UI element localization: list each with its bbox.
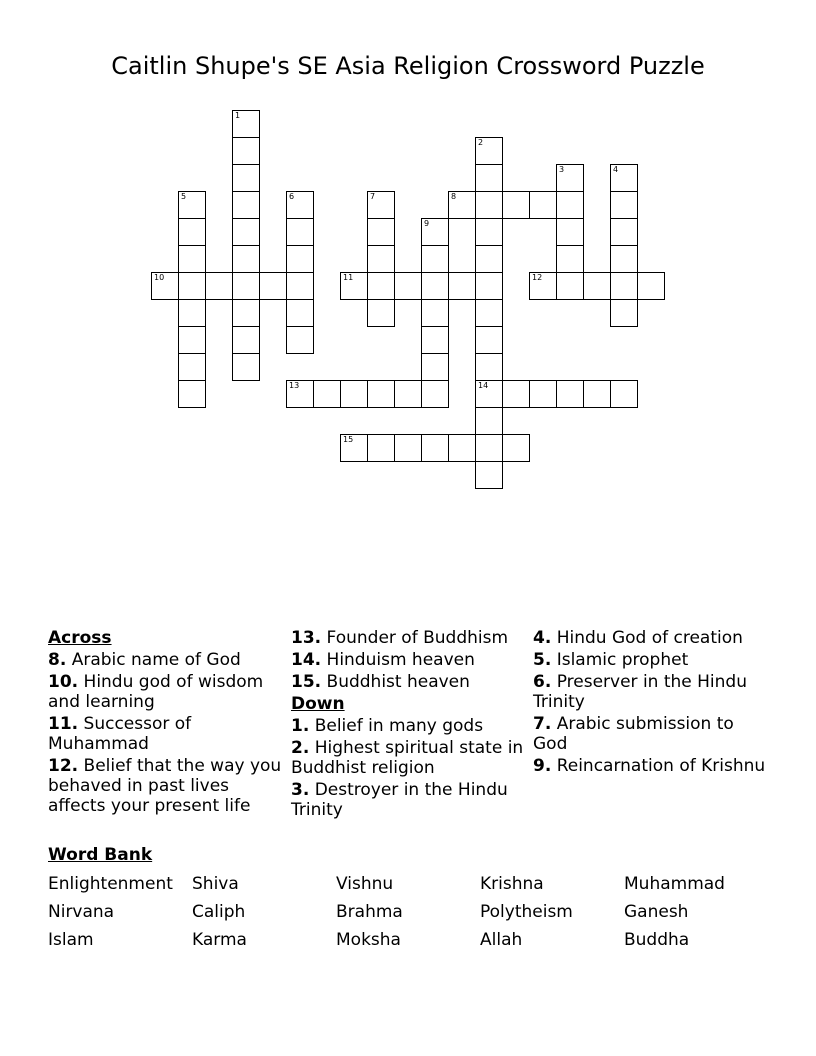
grid-cell[interactable]	[475, 191, 503, 219]
word-bank-item: Vishnu	[336, 874, 394, 894]
word-bank-item: Karma	[192, 930, 247, 950]
clue-down-4: 4. Hindu God of creation	[533, 628, 743, 648]
grid-cell[interactable]	[232, 110, 260, 138]
grid-cell[interactable]	[232, 299, 260, 327]
clue-number: 15	[343, 435, 354, 444]
word-bank-item: Polytheism	[480, 902, 573, 922]
down-heading: Down	[291, 694, 345, 714]
grid-cell[interactable]	[475, 326, 503, 354]
grid-cell[interactable]	[205, 272, 233, 300]
grid-cell[interactable]	[475, 245, 503, 273]
grid-cell[interactable]	[232, 191, 260, 219]
grid-cell[interactable]	[286, 380, 314, 408]
grid-cell[interactable]	[610, 245, 638, 273]
grid-cell[interactable]	[610, 164, 638, 192]
grid-cell[interactable]	[475, 299, 503, 327]
word-bank	[48, 874, 768, 950]
clue-down-7: 7. Arabic submission to God	[533, 714, 734, 754]
word-bank-item: Nirvana	[48, 902, 115, 922]
grid-cell[interactable]	[475, 461, 503, 489]
word-bank-item: Ganesh	[624, 902, 689, 922]
grid-cell[interactable]	[421, 272, 449, 300]
grid-cell[interactable]	[178, 245, 206, 273]
clue-across-15: 15. Buddhist heaven	[291, 672, 470, 692]
grid-cell[interactable]	[583, 272, 611, 300]
clues-column-1	[48, 628, 284, 818]
clue-number: 12	[532, 273, 543, 282]
grid-cell[interactable]	[178, 353, 206, 381]
clue-number: 6	[289, 192, 295, 201]
grid-cell[interactable]	[232, 353, 260, 381]
clue-down-1: 1. Belief in many gods	[291, 716, 484, 736]
clue-down-2: 2. Highest spiritual state in Buddhist religion	[291, 738, 524, 778]
clue-number: 8	[451, 192, 457, 201]
grid-cell[interactable]	[421, 380, 449, 408]
word-bank-item: Shiva	[192, 874, 239, 894]
clue-down-5: 5. Islamic prophet	[533, 650, 689, 670]
grid-cell[interactable]	[475, 434, 503, 462]
grid-cell[interactable]	[448, 191, 476, 219]
clue-across-11: 11. Successor of Muhammad	[48, 714, 192, 754]
grid-cell[interactable]	[610, 272, 638, 300]
grid-cell[interactable]	[421, 353, 449, 381]
grid-cell[interactable]	[367, 218, 395, 246]
grid-cell[interactable]	[367, 245, 395, 273]
grid-cell[interactable]	[232, 326, 260, 354]
clue-number: 9	[424, 219, 430, 228]
grid-cell[interactable]	[421, 326, 449, 354]
grid-cell[interactable]	[556, 380, 584, 408]
grid-cell[interactable]	[178, 218, 206, 246]
grid-cell[interactable]	[421, 245, 449, 273]
grid-cell[interactable]	[178, 272, 206, 300]
grid-cell[interactable]	[610, 380, 638, 408]
grid-cell[interactable]	[178, 191, 206, 219]
grid-cell[interactable]	[286, 299, 314, 327]
grid-cell[interactable]	[475, 272, 503, 300]
clue-down-9: 9. Reincarnation of Krishnu	[533, 756, 766, 776]
grid-cell[interactable]	[367, 299, 395, 327]
grid-cell[interactable]	[556, 218, 584, 246]
grid-cell[interactable]	[610, 218, 638, 246]
clue-number: 13	[289, 381, 300, 390]
grid-cell[interactable]	[178, 380, 206, 408]
grid-cell[interactable]	[286, 326, 314, 354]
grid-cell[interactable]	[421, 299, 449, 327]
word-bank-item: Islam	[48, 930, 94, 950]
clue-number: 2	[478, 138, 484, 147]
grid-cell[interactable]	[232, 272, 260, 300]
grid-cell[interactable]	[556, 272, 584, 300]
grid-cell[interactable]	[367, 380, 395, 408]
grid-cell[interactable]	[367, 434, 395, 462]
grid-cell[interactable]	[340, 272, 368, 300]
grid-cell[interactable]	[556, 164, 584, 192]
grid-cell[interactable]	[286, 272, 314, 300]
clue-number: 11	[343, 273, 354, 282]
word-bank-item: Caliph	[192, 902, 246, 922]
grid-cell[interactable]	[502, 380, 530, 408]
clue-across-8: 8. Arabic name of God	[48, 650, 241, 670]
grid-cell[interactable]	[502, 191, 530, 219]
clues-column-2	[291, 628, 527, 822]
page-title: Caitlin Shupe's SE Asia Religion Crossword Puzzle	[111, 52, 705, 80]
grid-cell[interactable]	[556, 191, 584, 219]
grid-cell[interactable]	[232, 137, 260, 165]
grid-cell[interactable]	[475, 380, 503, 408]
grid-cell[interactable]	[232, 245, 260, 273]
word-bank-item: Moksha	[336, 930, 401, 950]
grid-cell[interactable]	[286, 191, 314, 219]
grid-cell[interactable]	[529, 272, 557, 300]
grid-cell[interactable]	[448, 272, 476, 300]
clue-down-3: 3. Destroyer in the Hindu Trinity	[291, 780, 508, 820]
word-bank-item: Brahma	[336, 902, 403, 922]
grid-cell[interactable]	[340, 380, 368, 408]
clue-number: 10	[154, 273, 165, 282]
grid-cell[interactable]	[475, 218, 503, 246]
word-bank-item: Muhammad	[624, 874, 725, 894]
clue-across-12: 12. Belief that the way you behaved in past lives affects your present life	[48, 756, 282, 816]
grid-cell[interactable]	[340, 434, 368, 462]
grid-cell[interactable]	[637, 272, 665, 300]
grid-cell[interactable]	[556, 245, 584, 273]
grid-cell[interactable]	[367, 191, 395, 219]
grid-cell[interactable]	[502, 434, 530, 462]
grid-cell[interactable]	[448, 434, 476, 462]
clue-number: 3	[559, 165, 565, 174]
clue-number: 14	[478, 381, 489, 390]
grid-cell[interactable]	[286, 245, 314, 273]
word-bank-item: Allah	[480, 930, 523, 950]
clue-across-13: 13. Founder of Buddhism	[291, 628, 509, 648]
grid-cell[interactable]	[313, 380, 341, 408]
grid-cell[interactable]	[475, 353, 503, 381]
grid-cell[interactable]	[151, 272, 179, 300]
grid-cell[interactable]	[610, 299, 638, 327]
word-bank-item: Krishna	[480, 874, 544, 894]
clue-across-10: 10. Hindu god of wisdom and learning	[48, 672, 264, 712]
grid-cell[interactable]	[232, 218, 260, 246]
grid-cell[interactable]	[178, 326, 206, 354]
grid-cell[interactable]	[178, 299, 206, 327]
word-bank-item: Enlightenment	[48, 874, 173, 894]
grid-cell[interactable]	[529, 191, 557, 219]
clue-down-6: 6. Preserver in the Hindu Trinity	[533, 672, 747, 712]
grid-cell[interactable]	[583, 380, 611, 408]
grid-cell[interactable]	[394, 380, 422, 408]
word-bank-item: Buddha	[624, 930, 690, 950]
clue-across-14: 14. Hinduism heaven	[291, 650, 475, 670]
word-bank-heading: Word Bank	[48, 845, 153, 865]
across-heading: Across	[48, 628, 112, 648]
grid-cell[interactable]	[286, 218, 314, 246]
clues-column-3	[533, 628, 769, 778]
grid-cell[interactable]	[367, 272, 395, 300]
grid-cell[interactable]	[259, 272, 287, 300]
grid-cell[interactable]	[232, 164, 260, 192]
grid-cell[interactable]	[421, 218, 449, 246]
grid-cell[interactable]	[421, 434, 449, 462]
grid-cell[interactable]	[475, 407, 503, 435]
clue-number: 4	[613, 165, 619, 174]
grid-cell[interactable]	[394, 434, 422, 462]
clue-number: 7	[370, 192, 376, 201]
grid-cell[interactable]	[394, 272, 422, 300]
grid-cell[interactable]	[529, 380, 557, 408]
clue-number: 1	[235, 111, 241, 120]
clue-number: 5	[181, 192, 187, 201]
grid-cell[interactable]	[475, 164, 503, 192]
grid-cell[interactable]	[475, 137, 503, 165]
grid-cell[interactable]	[610, 191, 638, 219]
